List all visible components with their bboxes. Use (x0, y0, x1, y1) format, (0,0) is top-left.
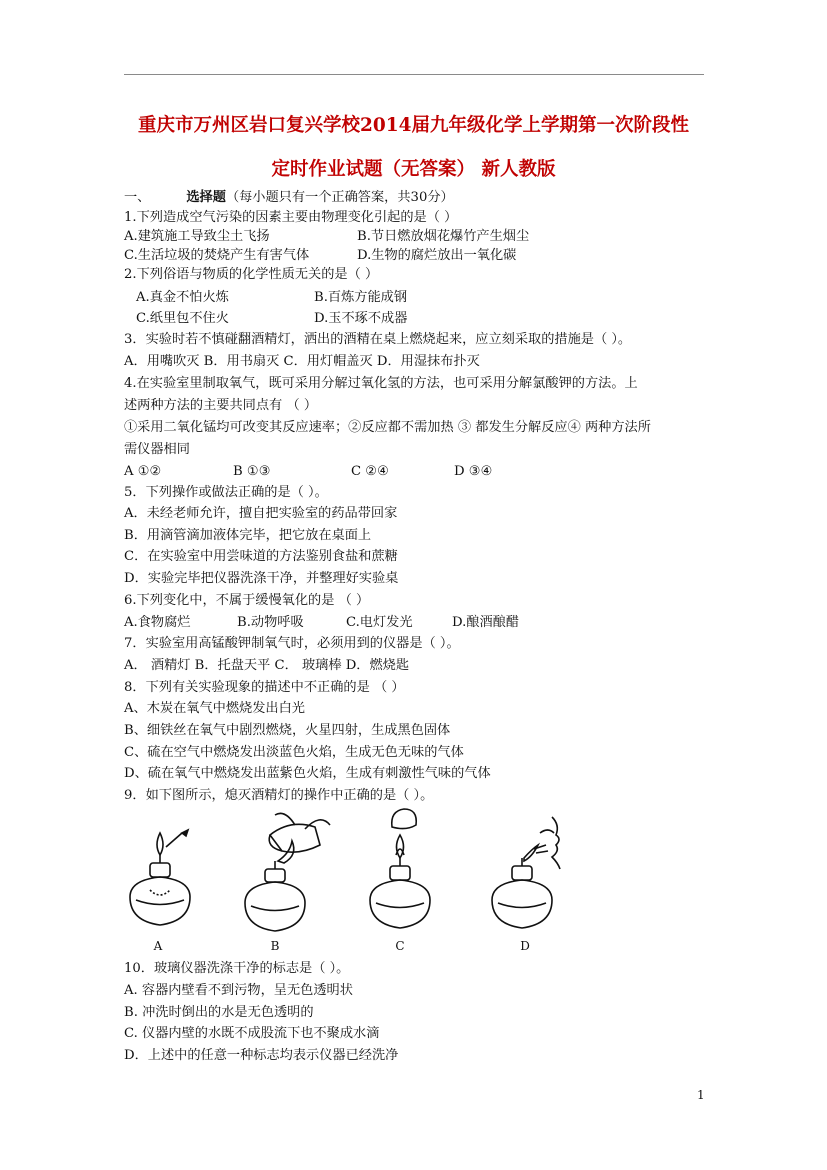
figure-label-b: B (270, 939, 280, 953)
q10-option-b: B. 冲洗时倒出的水是无色透明的 (124, 1005, 314, 1020)
section-title: 选择题 (186, 190, 226, 205)
q2-option-d: D.玉不琢不成器 (314, 311, 408, 326)
figure-label-c: C (395, 939, 405, 953)
q4-stem-line3: ①采用二氧化锰均可改变其反应速率；②反应都不需加热 ③ 都发生分解反应④ 两种方法所 (124, 420, 651, 435)
q10-option-c: C. 仪器内壁的水既不成股流下也不聚成水滴 (124, 1026, 380, 1041)
alcohol-lamp-illustration (120, 805, 580, 955)
q8-option-d: D、硫在氧气中燃烧发出蓝紫色火焰，生成有刺激性气味的气体 (124, 766, 491, 781)
q5-option-b: B．用滴管滴加液体完毕，把它放在桌面上 (124, 528, 372, 543)
figure-label-d: D (520, 939, 530, 953)
q7-stem: 7．实验室用高锰酸钾制氧气时，必须用到的仪器是（ ）。 (124, 636, 460, 651)
q1-option-d: D.生物的腐烂放出一氧化碳 (357, 248, 517, 263)
document-title-line2: 定时作业试题（无答案） 新人教版 (271, 159, 556, 180)
q8-option-b: B、细铁丝在氧气中剧烈燃烧，火星四射，生成黑色固体 (124, 723, 451, 738)
q4-stem-line1: 4.在实验室里制取氧气，既可采用分解过氧化氢的方法，也可采用分解氯酸钾的方法。上 (124, 376, 638, 391)
q6-option-a: A.食物腐烂 (124, 615, 191, 630)
header-rule (124, 74, 704, 75)
q4-stem-line2: 述两种方法的主要共同点有 （ ） (124, 398, 318, 413)
q5-option-c: C．在实验室中用尝味道的方法鉴别食盐和蔗糖 (124, 549, 398, 564)
section-note: （每小题只有一个正确答案，共30分） (225, 190, 454, 205)
q3-options: A．用嘴吹灭 B．用书扇灭 C．用灯帽盖灭 D．用湿抹布扑灭 (124, 354, 480, 369)
lamp-c-illustration (370, 809, 430, 928)
lamp-d-illustration (492, 817, 560, 928)
q8-stem: 8．下列有关实验现象的描述中不正确的是 （ ） (124, 680, 405, 695)
q4-option-b: B ①③ (233, 464, 271, 479)
q7-options: A． 酒精灯 B．托盘天平 C． 玻璃棒 D．燃烧匙 (124, 658, 410, 673)
q2-option-c: C.纸里包不住火 (136, 311, 229, 326)
q4-option-a: A ①② (124, 464, 162, 479)
q1-option-c: C.生活垃圾的焚烧产生有害气体 (124, 248, 310, 263)
q3-stem: 3．实验时若不慎碰翻酒精灯，洒出的酒精在桌上燃烧起来，应立刻采取的措施是（ ）。 (124, 332, 632, 347)
q1-stem: 1.下列造成空气污染的因素主要由物理变化引起的是（ ） (124, 210, 458, 225)
q4-stem-line4: 需仪器相同 (124, 442, 190, 457)
figure-label-a: A (153, 939, 163, 953)
alcohol-lamp-figure (120, 805, 580, 955)
lamp-a-illustration (130, 830, 190, 925)
q6-option-b: B.动物呼吸 (237, 615, 304, 630)
q10-stem: 10．玻璃仪器洗涤干净的标志是（ ）。 (124, 961, 350, 976)
q6-option-d: D.酿酒酿醋 (452, 615, 520, 630)
q4-option-c: C ②④ (351, 464, 389, 479)
q4-option-d: D ③④ (454, 464, 493, 479)
section-heading (124, 189, 454, 207)
q2-option-b: B.百炼方能成钢 (314, 290, 408, 305)
q2-option-a: A.真金不怕火炼 (136, 290, 229, 305)
q9-stem: 9．如下图所示，熄灭酒精灯的操作中正确的是（ ）。 (124, 788, 434, 803)
q1-option-a: A.建筑施工导致尘土飞扬 (124, 229, 270, 244)
document-title-line1: 重庆市万州区岩口复兴学校2014届九年级化学上学期第一次阶段性 (138, 115, 689, 136)
q10-option-a: A. 容器内壁看不到污物，呈无色透明状 (124, 983, 353, 998)
q6-stem: 6.下列变化中，不属于缓慢氧化的是 （ ） (124, 593, 370, 608)
q5-stem: 5．下列操作或做法正确的是（ ）。 (124, 485, 328, 500)
section-number: 一、 (124, 190, 151, 205)
q8-option-c: C、硫在空气中燃烧发出淡蓝色火焰，生成无色无味的气体 (124, 745, 464, 760)
q1-option-b: B.节日燃放烟花爆竹产生烟尘 (357, 229, 530, 244)
q6-option-c: C.电灯发光 (346, 615, 413, 630)
q2-stem: 2.下列俗语与物质的化学性质无关的是（ ） (124, 267, 379, 282)
q5-option-d: D．实验完毕把仪器洗涤干净，并整理好实验桌 (124, 571, 399, 586)
q10-option-d: D．上述中的任意一种标志均表示仪器已经洗净 (124, 1048, 399, 1063)
q5-option-a: A．未经老师允许，擅自把实验室的药品带回家 (124, 506, 398, 521)
page-number: 1 (697, 1088, 705, 1102)
q8-option-a: A、木炭在氧气中燃烧发出白光 (124, 701, 305, 716)
lamp-b-illustration (245, 813, 330, 931)
